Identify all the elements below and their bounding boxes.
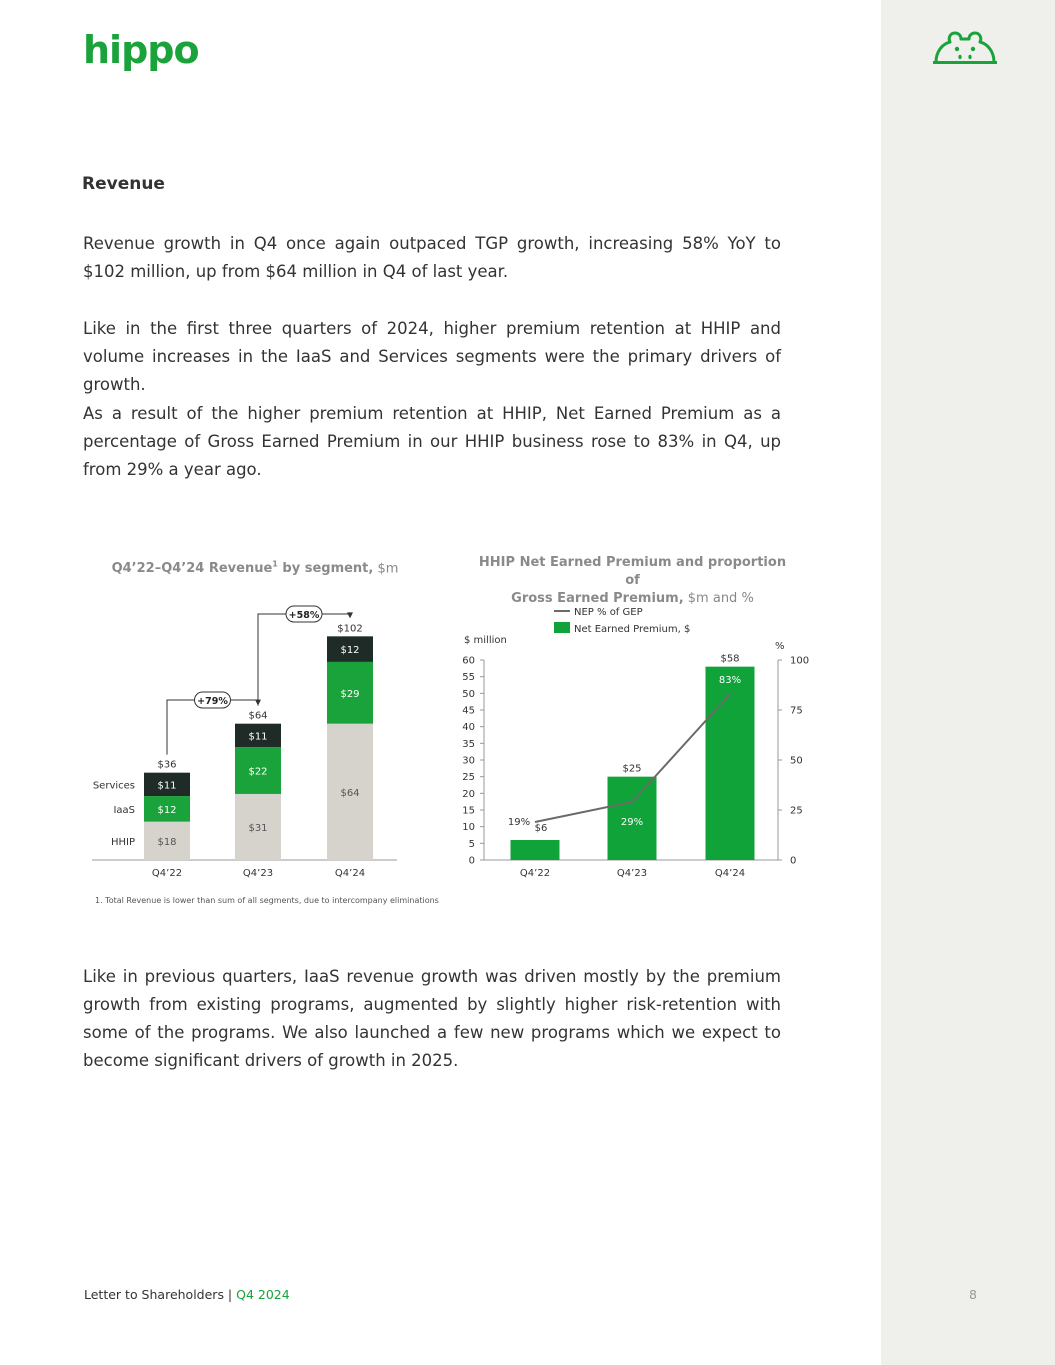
bar-value-label: $31: [248, 822, 268, 834]
hippo-face-icon: [932, 30, 998, 66]
segment-label: IaaS: [113, 804, 135, 816]
nep-pct-label: 83%: [718, 675, 742, 686]
x-tick-label: Q4’24: [714, 868, 746, 879]
nep-bar-label: $25: [622, 763, 642, 775]
nep-bar-label: $58: [720, 653, 740, 665]
y-tick-label: 55: [462, 672, 475, 684]
nep-bar-0: [511, 840, 560, 860]
segment-label: HHIP: [110, 836, 135, 848]
nep-pct-label: 29%: [620, 817, 644, 828]
growth-badge-label: +79%: [197, 696, 228, 707]
segment-label: Services: [92, 780, 135, 792]
growth-arrowhead: [347, 612, 353, 618]
y-tick-label: 10: [462, 822, 475, 834]
chart1-footnote: 1. Total Revenue is lower than sum of all segments, due to intercompany eliminations: [95, 896, 439, 905]
y-tick-label: 60: [462, 655, 475, 667]
y-tick-label: 15: [462, 805, 475, 817]
y-tick-label: 45: [462, 705, 475, 717]
nep-pct-line: [535, 694, 730, 822]
y-tick-label: 5: [468, 838, 475, 850]
chart1-title: Q4’22–Q4’24 Revenue$^1$ by segment, $m: [111, 560, 399, 577]
x-tick-label: Q4’23: [616, 868, 648, 879]
y-tick-label: 25: [462, 772, 475, 784]
y2-tick-label: 100: [790, 655, 810, 667]
nep-pct-label: 19%: [507, 817, 531, 828]
page-number: 8: [969, 1287, 977, 1302]
chart2-title: HHIP Net Earned Premium and proportion of Gross Earned Premium, $m and %: [478, 555, 787, 606]
paragraph-iaas-growth: Like in previous quarters, IaaS revenue growth was driven mostly by the premium growth from existing programs, augmented by slightly higher risk-retention with some of the programs. We also launched a few new programs which we expect to become significant drivers of growth in 2025.: [83, 967, 781, 1070]
nep-bar-label: $6: [534, 823, 548, 834]
nep-bar-2: [706, 667, 755, 860]
bar-value-label: $29: [340, 688, 360, 700]
bar-value-label: $12: [340, 645, 360, 657]
y2-tick-label: 50: [790, 755, 803, 767]
bar-value-label: $64: [340, 787, 360, 799]
bar-value-label: $11: [157, 780, 177, 792]
section-heading: Revenue: [82, 174, 165, 194]
bar-total-label: $36: [157, 759, 177, 771]
paragraph-revenue-growth: Revenue growth in Q4 once again outpaced TGP growth, increasing 58% YoY to $102 million, up from $64 million in Q4 of last year.: [83, 234, 781, 281]
paragraph-nep-ratio: As a result of the higher premium retention at HHIP, Net Earned Premium as a percentage of Gross Earned Premium in our HHIP business rose to 83% in Q4, up from 29% a year ago.: [83, 404, 781, 479]
x-tick-label: Q4’22: [519, 868, 551, 879]
hippo-logo: hippo: [83, 28, 199, 72]
bar-total-label: $64: [248, 710, 268, 722]
bar-value-label: $22: [248, 766, 268, 778]
y-tick-label: 40: [462, 722, 475, 734]
page-footer: Letter to Shareholders | Q4 2024: [84, 1287, 290, 1302]
y-tick-label: 30: [462, 755, 475, 767]
x-tick-label: Q4’24: [334, 868, 366, 879]
bar-value-label: $18: [157, 836, 177, 848]
bar-value-label: $11: [248, 731, 268, 743]
growth-badge-label: +58%: [288, 610, 320, 621]
y2-tick-label: 75: [790, 705, 803, 717]
y-tick-label: 35: [462, 738, 475, 750]
bar-total-label: $102: [337, 623, 363, 635]
y-tick-label: 0: [468, 855, 475, 867]
y2-tick-label: 25: [790, 805, 803, 817]
page-sidebar: [881, 0, 1055, 1365]
legend-bar-swatch: [554, 622, 570, 633]
paragraph-growth-drivers: Like in the first three quarters of 2024, higher premium retention at HHIP and volume increases in the IaaS and Services segments were the primary drivers of growth.: [83, 319, 781, 394]
y2-axis-label: %: [775, 641, 785, 652]
legend-line-label: NEP % of GEP: [574, 607, 643, 618]
y-tick-label: 20: [462, 788, 475, 800]
legend-bar-label: Net Earned Premium, $: [574, 624, 691, 635]
y-axis-label: $ million: [464, 635, 507, 646]
x-tick-label: Q4’22: [151, 868, 183, 879]
x-tick-label: Q4’23: [242, 868, 274, 879]
y-tick-label: 50: [462, 688, 475, 700]
y2-tick-label: 0: [790, 855, 797, 867]
bar-value-label: $12: [157, 804, 177, 816]
